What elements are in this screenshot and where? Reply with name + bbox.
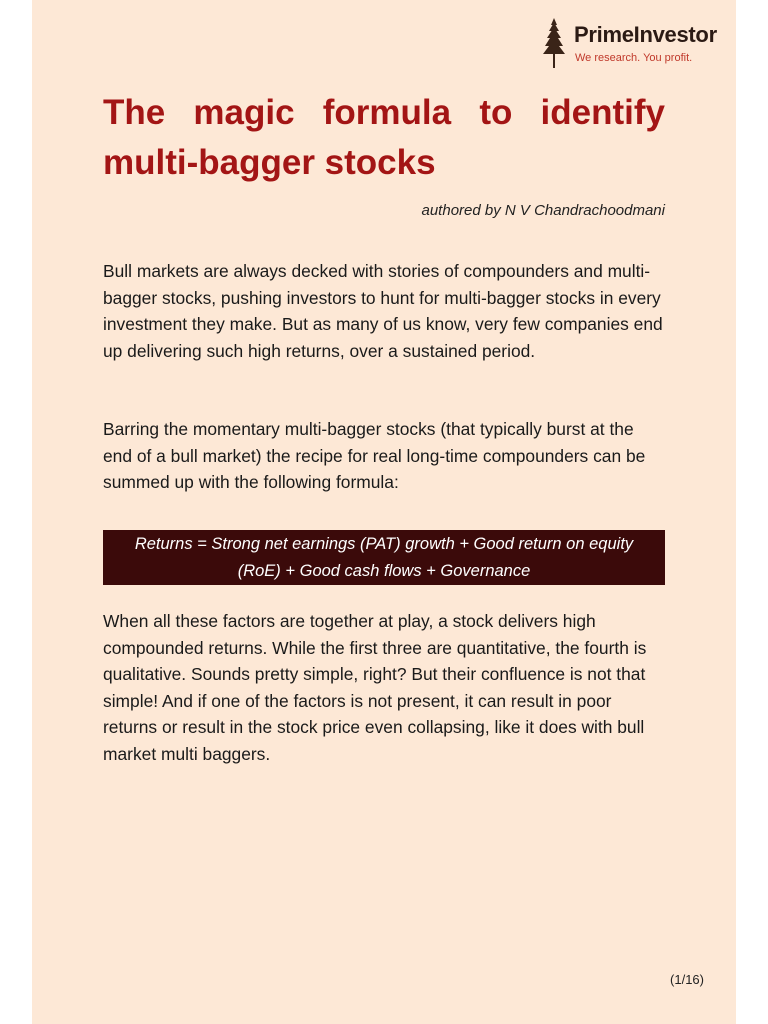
formula-line-2: (RoE) + Good cash flows + Governance <box>237 562 531 580</box>
brand-name: PrimeInvestor <box>574 22 717 47</box>
formula-line-1: Returns = Strong net earnings (PAT) growth + Good return on equity <box>134 535 634 553</box>
page-indicator: (1/16) <box>670 972 704 987</box>
paragraph-recipe: Barring the momentary multi-bagger stocks (that typically burst at the end of a bull market) the recipe for real long-time compounders can be summed up with the following formula: <box>103 419 646 493</box>
document-page <box>32 0 736 1024</box>
brand-logo <box>540 16 740 68</box>
paragraph-factors: When all these factors are together at play, a stock delivers high compounded returns. While the first three are quantitative, the fourth is qualitative. Sounds pretty simple, right? But their confluence is not that simple! And if one of the factors is not present, it can result in poor returns or result in the stock price even collapsing, like it does with bull market multi baggers. <box>103 611 647 764</box>
paragraph-intro: Bull markets are always decked with stories of compounders and multi-bagger stocks, pushing investors to hunt for multi-bagger stocks in every investment they make. But as many of us know, very few companies end up delivering such high returns, over a sustained period. <box>103 261 663 361</box>
brand-tagline: We research. You profit. <box>575 52 693 64</box>
author-line: authored by N V Chandrachoodmani <box>421 202 665 219</box>
pine-tree-icon <box>540 16 568 68</box>
article-title: The magic formula to identify multi-bagger stocks <box>103 93 665 182</box>
formula-box <box>103 530 665 585</box>
